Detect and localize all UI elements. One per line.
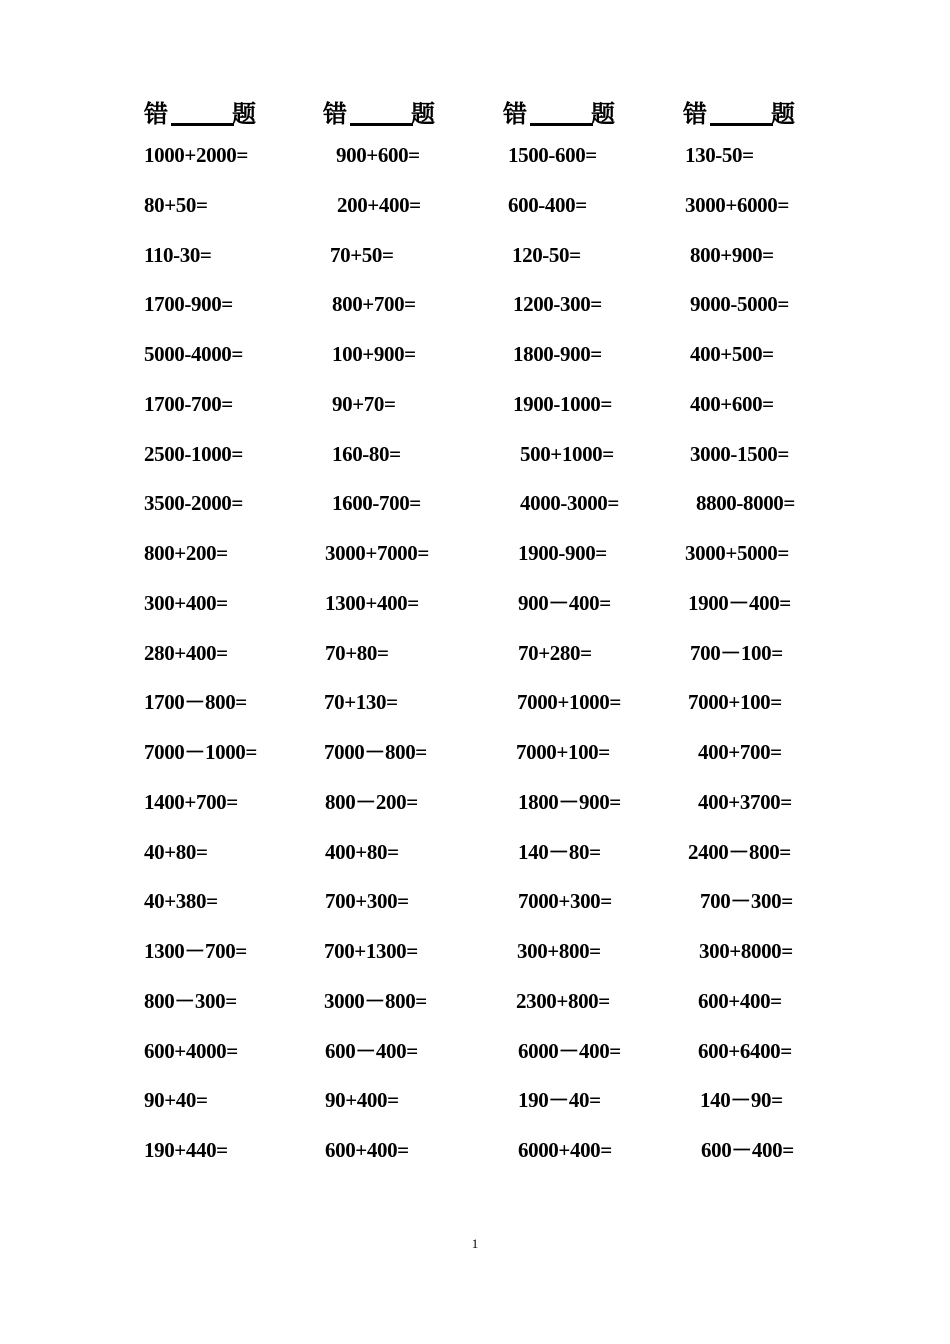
math-problem: 1200-300=	[513, 292, 602, 316]
math-problem: 80+50=	[144, 193, 208, 217]
math-problem: 90+70=	[332, 392, 396, 416]
math-problem: 1800－900=	[518, 790, 621, 814]
header-char-right: 题	[232, 102, 256, 128]
math-problem: 6000+400=	[518, 1138, 612, 1162]
math-problem: 200+400=	[337, 193, 421, 217]
math-problem: 400+600=	[690, 392, 774, 416]
math-problem: 700+1300=	[324, 939, 418, 963]
math-problem: 600+400=	[325, 1138, 409, 1162]
math-problem: 300+400=	[144, 591, 228, 615]
math-problem: 40+380=	[144, 889, 218, 913]
math-problem: 70+280=	[518, 641, 592, 665]
math-problem: 1300+400=	[325, 591, 419, 615]
math-problem: 800+900=	[690, 243, 774, 267]
math-problem: 400+700=	[698, 740, 782, 764]
math-problem: 1900-900=	[518, 541, 607, 565]
math-problem: 1000+2000=	[144, 143, 248, 167]
math-problem: 190+440=	[144, 1138, 228, 1162]
math-problem: 800+700=	[332, 292, 416, 316]
math-problem: 400+3700=	[698, 790, 792, 814]
math-problem: 600-400=	[508, 193, 587, 217]
page-number: 1	[471, 1236, 479, 1251]
math-problem: 70+130=	[324, 690, 398, 714]
math-problem: 140－90=	[700, 1088, 783, 1112]
math-problem: 2500-1000=	[144, 442, 243, 466]
math-problem: 1300－700=	[144, 939, 247, 963]
math-problem: 900－400=	[518, 591, 611, 615]
math-problem: 700－100=	[690, 641, 783, 665]
math-problem: 600－400=	[701, 1138, 794, 1162]
math-problem: 500+1000=	[520, 442, 614, 466]
header-char-right: 题	[591, 102, 615, 128]
math-problem: 700+300=	[325, 889, 409, 913]
math-problem: 7000－1000=	[144, 740, 257, 764]
math-problem: 600+400=	[698, 989, 782, 1013]
math-problem: 1700－800=	[144, 690, 247, 714]
math-problem: 70+80=	[325, 641, 389, 665]
math-problem: 130-50=	[685, 143, 754, 167]
math-problem: 7000－800=	[324, 740, 427, 764]
math-problem: 40+80=	[144, 840, 208, 864]
header-char-left: 错	[323, 102, 347, 128]
math-problem: 9000-5000=	[690, 292, 789, 316]
math-problem: 1900-1000=	[513, 392, 612, 416]
header-char-left: 错	[683, 102, 707, 128]
math-problem: 1700-900=	[144, 292, 233, 316]
math-problem: 140－80=	[518, 840, 601, 864]
math-problem: 7000+100=	[688, 690, 782, 714]
math-problem: 70+50=	[330, 243, 394, 267]
math-problem: 800－300=	[144, 989, 237, 1013]
math-problem: 160-80=	[332, 442, 401, 466]
math-problem: 3000-1500=	[690, 442, 789, 466]
header-char-left: 错	[503, 102, 527, 128]
math-problem: 1500-600=	[508, 143, 597, 167]
math-problem: 300+8000=	[699, 939, 793, 963]
math-problem: 280+400=	[144, 641, 228, 665]
math-problem: 3000+6000=	[685, 193, 789, 217]
math-problem: 190－40=	[518, 1088, 601, 1112]
math-problem: 800－200=	[325, 790, 418, 814]
math-problem: 8800-8000=	[696, 491, 795, 515]
math-problem: 600+4000=	[144, 1039, 238, 1063]
math-problem: 900+600=	[336, 143, 420, 167]
math-problem: 90+40=	[144, 1088, 208, 1112]
math-problem: 1400+700=	[144, 790, 238, 814]
math-problem: 300+800=	[517, 939, 601, 963]
math-problem: 5000-4000=	[144, 342, 243, 366]
math-problem: 1700-700=	[144, 392, 233, 416]
header-char-left: 错	[144, 102, 168, 128]
math-problem: 1600-700=	[332, 491, 421, 515]
math-problem: 600+6400=	[698, 1039, 792, 1063]
math-problem: 7000+1000=	[517, 690, 621, 714]
math-problem: 7000+300=	[518, 889, 612, 913]
math-problem: 2300+800=	[516, 989, 610, 1013]
header-char-right: 题	[771, 102, 795, 128]
math-problem: 4000-3000=	[520, 491, 619, 515]
math-problem: 90+400=	[325, 1088, 399, 1112]
math-problem: 1800-900=	[513, 342, 602, 366]
math-problem: 1900－400=	[688, 591, 791, 615]
math-problem: 120-50=	[512, 243, 581, 267]
math-problem: 700－300=	[700, 889, 793, 913]
math-problem: 600－400=	[325, 1039, 418, 1063]
math-problem: 110-30=	[144, 243, 212, 267]
math-problem: 400+80=	[325, 840, 399, 864]
math-problem: 3000－800=	[324, 989, 427, 1013]
math-problem: 400+500=	[690, 342, 774, 366]
math-problem: 3500-2000=	[144, 491, 243, 515]
math-problem: 3000+7000=	[325, 541, 429, 565]
math-problem: 7000+100=	[516, 740, 610, 764]
math-problem: 100+900=	[332, 342, 416, 366]
math-problem: 800+200=	[144, 541, 228, 565]
math-problem: 2400－800=	[688, 840, 791, 864]
header-char-right: 题	[411, 102, 435, 128]
math-problem: 3000+5000=	[685, 541, 789, 565]
math-problem: 6000－400=	[518, 1039, 621, 1063]
